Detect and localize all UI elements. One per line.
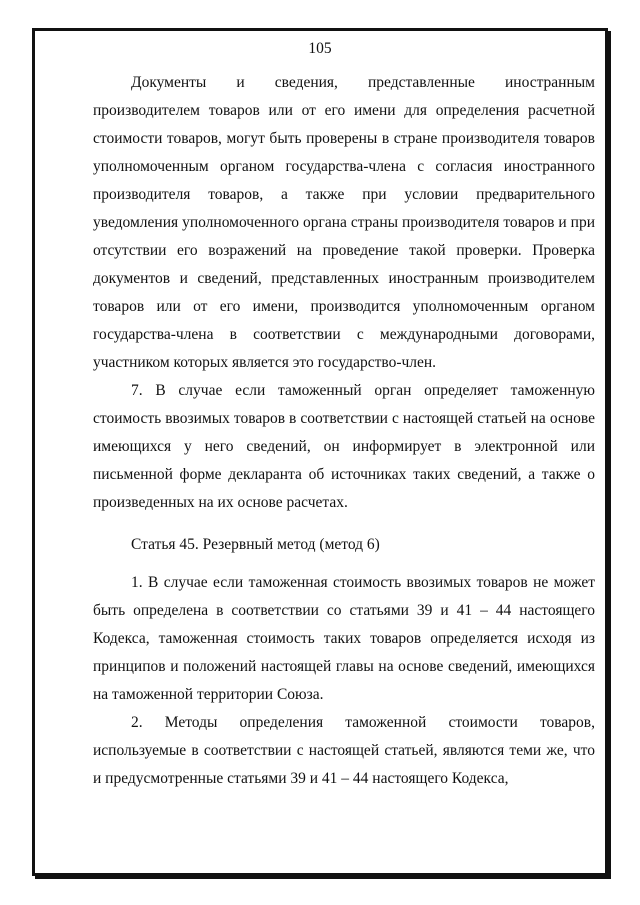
paragraph-1: 1. В случае если таможенная стоимость ввозимых товаров не может быть определена в соответствии со статьями 39 и 41 – 44 настоящего Кодекса, таможенная стоимость таких товаров определяется исходя из принципов и положений настоящей главы на основе сведений, имеющихся на таможенной территории Союза. xyxy=(93,574,595,703)
paragraph-documents-verification: Документы и сведения, представленные иностранным производителем товаров или от его имени для определения расчетной стоимости товаров, могут быть проверены в стране производителя товаров уполномоченным органом государства-члена с согласия иностранного производителя товаров, а также при условии предварительного уведомления уполномоченного органа страны производителя товаров и при отсутствии его возражений на проведение такой проверки. Проверка документов и сведений, представленных иностранным производителем товаров или от его имени, производится уполномоченным органом государства-члена в соответствии с международными договорами, участником которых является это государство-член. xyxy=(93,74,595,371)
page-number: 105 xyxy=(308,40,332,57)
article-45-heading: Статья 45. Резервный метод (метод 6) xyxy=(131,536,380,553)
paragraph-7: 7. В случае если таможенный орган определяет таможенную стоимость ввозимых товаров в соответствии с настоящей статьей на основе имеющихся у него сведений, он информирует в электронной или письменной форме декларанта об источниках таких сведений, а также о произведенных на их основе расчетах. xyxy=(93,382,595,511)
page-content xyxy=(93,69,595,793)
page-frame xyxy=(32,28,608,876)
paragraph-2: 2. Методы определения таможенной стоимости товаров, используемые в соответствии с настоящей статьей, являются теми же, что и предусмотренные статьями 39 и 41 – 44 настоящего Кодекса, xyxy=(93,714,595,787)
